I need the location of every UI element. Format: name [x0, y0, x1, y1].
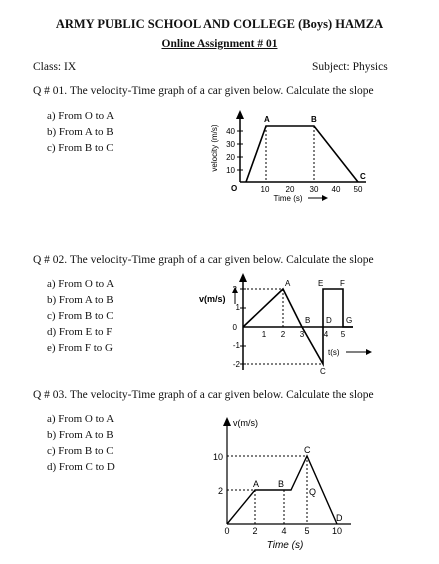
q1-point-a: A: [264, 115, 270, 124]
q3-option-a: a) From O to A: [47, 413, 115, 425]
question-1-title: Q # 01. The velocity-Time graph of a car given below. Calculate the slope: [33, 85, 374, 97]
q2-option-b: b) From A to B: [47, 294, 114, 306]
q2-xtick-5: 5: [340, 330, 346, 339]
q3-xtick-10: 10: [331, 526, 343, 536]
q1-origin-label: O: [231, 184, 238, 193]
q2-ytick-2: 2: [232, 285, 237, 294]
q2-point-c: C: [320, 367, 326, 376]
q2-x-label: t(s): [328, 348, 340, 357]
q2-point-e: E: [318, 279, 324, 288]
q2-option-d: d) From E to F: [47, 326, 113, 338]
q3-point-d: D: [336, 513, 343, 523]
q1-xtick-40: 40: [331, 185, 341, 194]
q3-option-d: d) From C to D: [47, 461, 115, 473]
q2-point-d: D: [326, 316, 332, 325]
q3-point-q: Q: [309, 487, 317, 497]
q1-point-c: C: [360, 172, 366, 181]
q1-x-label: Time (s): [273, 194, 303, 203]
q2-ytick-1: 1: [235, 303, 240, 312]
q3-xtick-0: 0: [224, 526, 230, 536]
q1-option-a: a) From O to A: [47, 110, 115, 122]
q1-xtick-10: 10: [260, 185, 270, 194]
assignment-title: Online Assignment # 01: [161, 38, 278, 50]
q2-xtick-4: 4: [323, 330, 329, 339]
q2-y-label: v(m/s): [199, 294, 226, 304]
q1-ytick-30: 30: [226, 140, 235, 149]
q3-ytick-10: 10: [212, 452, 223, 462]
q1-velocity-time-graph: [200, 106, 380, 206]
q1-xtick-20: 20: [285, 185, 295, 194]
q2-ytick-neg1: -1: [232, 341, 240, 350]
q3-y-label: v(m/s): [233, 418, 258, 428]
q2-ytick-neg2: -2: [232, 360, 240, 369]
q2-point-b: B: [305, 316, 311, 325]
q3-ytick-2: 2: [217, 486, 223, 496]
q2-xtick-3: 3: [299, 330, 305, 339]
q1-ytick-10: 10: [226, 166, 235, 175]
q3-option-b: b) From A to B: [47, 429, 114, 441]
q2-option-c: c) From B to C: [47, 310, 114, 322]
q1-option-b: b) From A to B: [47, 126, 114, 138]
q3-x-label: Time (s): [266, 540, 304, 551]
q3-xtick-4: 4: [281, 526, 287, 536]
q3-xtick-2: 2: [252, 526, 258, 536]
q1-xtick-50: 50: [353, 185, 363, 194]
q1-y-label: velocity (m/s): [210, 124, 219, 172]
q3-xtick-5: 5: [304, 526, 310, 536]
q2-ytick-0: 0: [232, 323, 237, 332]
q2-xtick-1: 1: [261, 330, 267, 339]
q2-option-a: a) From O to A: [47, 278, 115, 290]
q3-point-a: A: [253, 479, 260, 489]
q1-ytick-40: 40: [226, 127, 235, 136]
q2-point-g: G: [346, 316, 353, 325]
q1-y-axis-arrow: [236, 110, 244, 119]
q2-velocity-time-graph: [195, 270, 385, 380]
question-3-title: Q # 03. The velocity-Time graph of a car given below. Calculate the slope: [33, 389, 374, 401]
q1-point-b: B: [311, 115, 317, 124]
q1-graph-line: [246, 126, 358, 182]
q3-velocity-time-graph: [205, 410, 365, 554]
subject-label: Subject: Physics: [312, 61, 388, 73]
q1-ytick-20: 20: [226, 153, 235, 162]
q3-point-b: B: [278, 479, 285, 489]
school-title: ARMY PUBLIC SCHOOL AND COLLEGE (Boys) HAMZA: [55, 17, 384, 31]
q1-option-c: c) From B to C: [47, 142, 114, 154]
class-label: Class: IX: [33, 61, 77, 73]
question-2-title: Q # 02. The velocity-Time graph of a car given below. Calculate the slope: [33, 254, 374, 266]
q2-xtick-2: 2: [280, 330, 286, 339]
q3-option-c: c) From B to C: [47, 445, 114, 457]
q2-point-a: A: [285, 279, 291, 288]
q1-xtick-30: 30: [309, 185, 319, 194]
q2-option-e: e) From F to G: [47, 342, 113, 354]
q2-point-f: F: [340, 279, 345, 288]
q3-point-c: C: [304, 445, 311, 455]
